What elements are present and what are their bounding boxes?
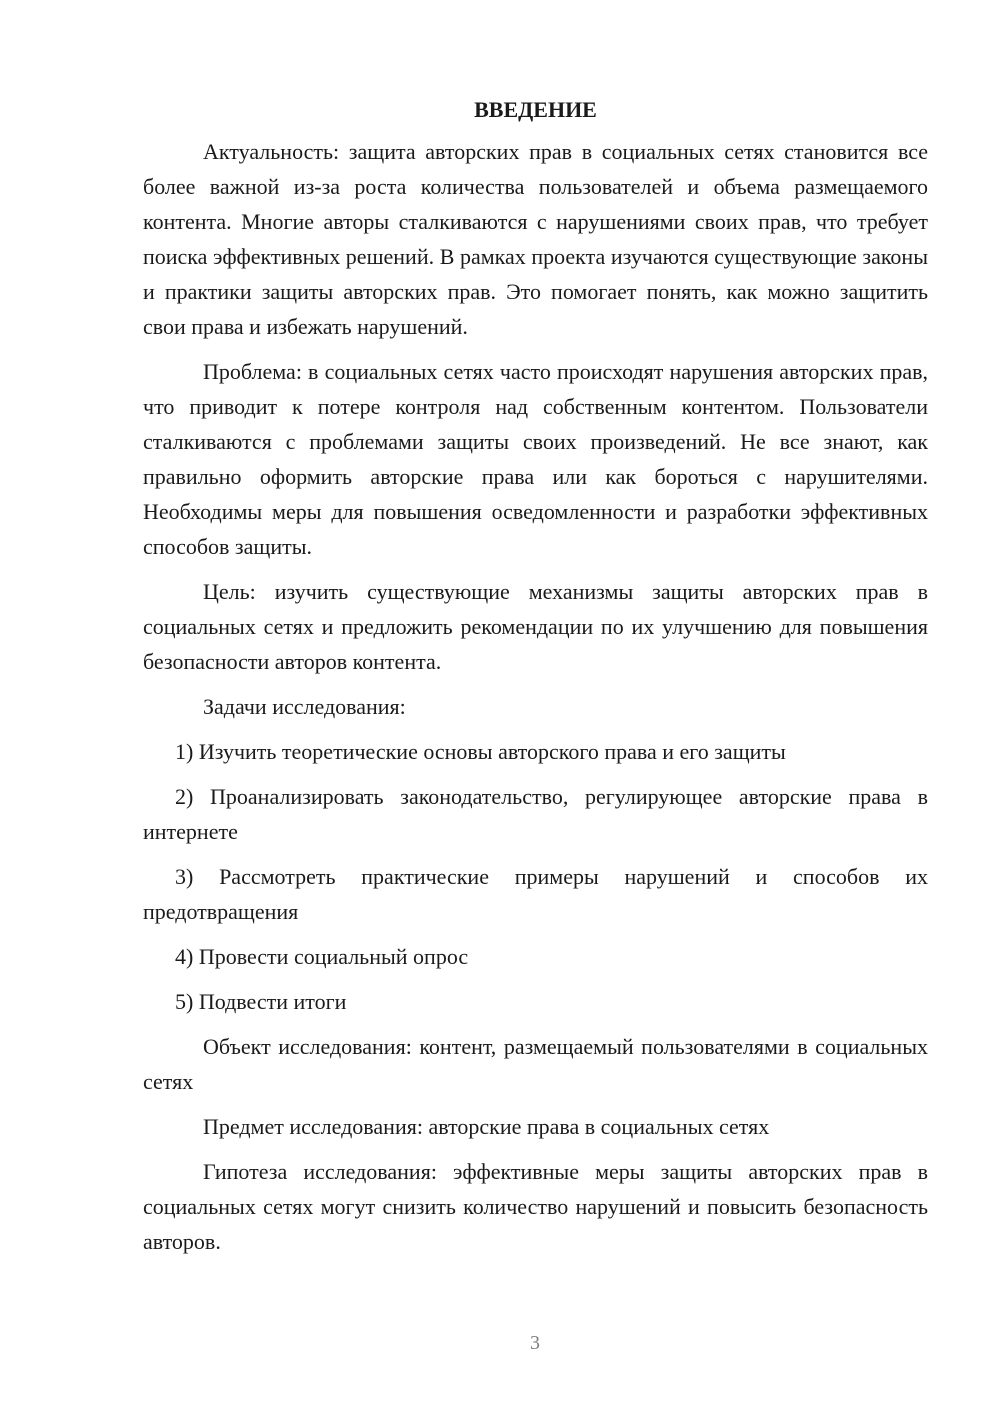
goal-paragraph: Цель: изучить существующие механизмы защиты авторских прав в социальных сетях и предложить рекомендации по их улучшению для повышения безопасности авторов контента. [143,579,928,674]
document-body [143,92,928,1269]
page-number: 3 [530,1332,540,1354]
hypothesis-paragraph: Гипотеза исследования: эффективные меры защиты авторских прав в социальных сетях могут снизить количество нарушений и повысить безопасность авторов. [143,1159,928,1254]
task-item: 5) Подвести итоги [175,989,347,1014]
tasks-list [143,734,928,1019]
tasks-heading: Задачи исследования: [203,694,406,719]
page-title: ВВЕДЕНИЕ [474,97,597,122]
relevance-paragraph: Актуальность: защита авторских прав в социальных сетях становится все более важной из-за роста количества пользователей и объема размещаемого контента. Многие авторы сталкиваются с нарушениями своих прав, что требует поиска эффективных решений. В рамках проекта изучаются существующие законы и практики защиты авторских прав. Это помогает понять, как можно защитить свои права и избежать нарушений. [143,139,928,339]
task-item: 3) Рассмотреть практические примеры нарушений и способов их предотвращения [143,864,928,924]
object-paragraph: Объект исследования: контент, размещаемый пользователями в социальных сетях [143,1034,928,1094]
task-item: 4) Провести социальный опрос [175,944,469,969]
task-item: 2) Проанализировать законодательство, регулирующее авторские права в интернете [143,784,928,844]
problem-paragraph: Проблема: в социальных сетях часто происходят нарушения авторских прав, что приводит к потере контроля над собственным контентом. Пользователи сталкиваются с проблемами защиты своих произведений. Не все знают, как правильно оформить авторские права или как бороться с нарушителями. Необходимы меры для повышения осведомленности и разработки эффективных способов защиты. [143,359,928,559]
subject-paragraph: Предмет исследования: авторские права в социальных сетях [203,1114,770,1139]
task-item: 1) Изучить теоретические основы авторского права и его защиты [175,739,786,764]
